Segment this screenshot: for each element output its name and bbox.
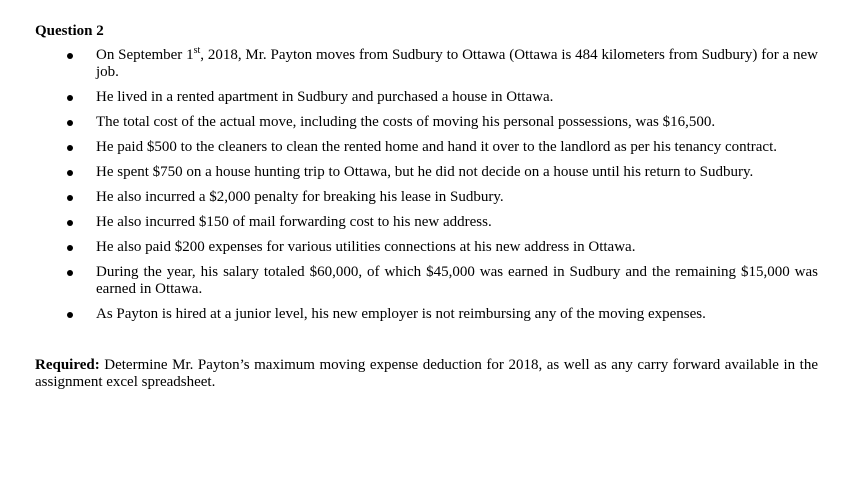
bullet-icon [67, 245, 73, 251]
list-item [35, 239, 818, 256]
bullet-icon [67, 170, 73, 176]
list-item [35, 264, 818, 298]
facts-list [35, 47, 818, 323]
list-item [35, 114, 818, 131]
required-paragraph [35, 357, 818, 391]
fact-text: He lived in a rented apartment in Sudbury and purchased a house in Ottawa. [96, 89, 554, 105]
list-item [35, 214, 818, 231]
ordinal-suffix: st [193, 45, 201, 56]
list-item [35, 164, 818, 181]
list-item [35, 306, 818, 323]
bullet-icon [67, 95, 73, 101]
bullet-icon [67, 120, 73, 126]
bullet-icon [67, 145, 73, 151]
fact-text: He also incurred a $2,000 penalty for breaking his lease in Sudbury. [96, 189, 504, 205]
fact-text: He also incurred $150 of mail forwarding cost to his new address. [96, 214, 492, 230]
fact-text-1-end: , 2018, Mr. Payton moves from Sudbury to Ottawa (Ottawa is 484 kilometers from Sudbury) for a new job. [96, 47, 819, 80]
document-body [35, 22, 818, 406]
bullet-icon [67, 53, 73, 59]
bullet-icon [67, 195, 73, 201]
fact-text: During the year, his salary totaled $60,000, of which $45,000 was earned in Sudbury and the remaining $15,000 was earned in Ottawa. [96, 264, 818, 297]
fact-text: He paid $500 to the cleaners to clean the rented home and hand it over to the landlord as per his tenancy contract. [96, 139, 778, 155]
fact-text: He also paid $200 expenses for various utilities connections at his new address in Ottawa. [96, 239, 636, 255]
bullet-icon [67, 312, 73, 318]
bullet-icon [67, 270, 73, 276]
fact-text-1-start: On September 1 [96, 47, 194, 63]
fact-text: As Payton is hired at a junior level, his new employer is not reimbursing any of the moving expenses. [96, 306, 706, 322]
list-item [35, 47, 818, 81]
required-text: Determine Mr. Payton’s maximum moving expense deduction for 2018, as well as any carry forward available in the assignment excel spreadsheet. [35, 357, 818, 390]
bullet-icon [67, 220, 73, 226]
list-item [35, 189, 818, 206]
list-item [35, 89, 818, 106]
fact-text: He spent $750 on a house hunting trip to Ottawa, but he did not decide on a house until his return to Sudbury. [96, 164, 754, 180]
list-item [35, 139, 818, 156]
question-heading: Question 2 [35, 23, 104, 39]
fact-text: The total cost of the actual move, including the costs of moving his personal possessions, was $16,500. [96, 114, 716, 130]
required-label: Required: [35, 357, 100, 373]
